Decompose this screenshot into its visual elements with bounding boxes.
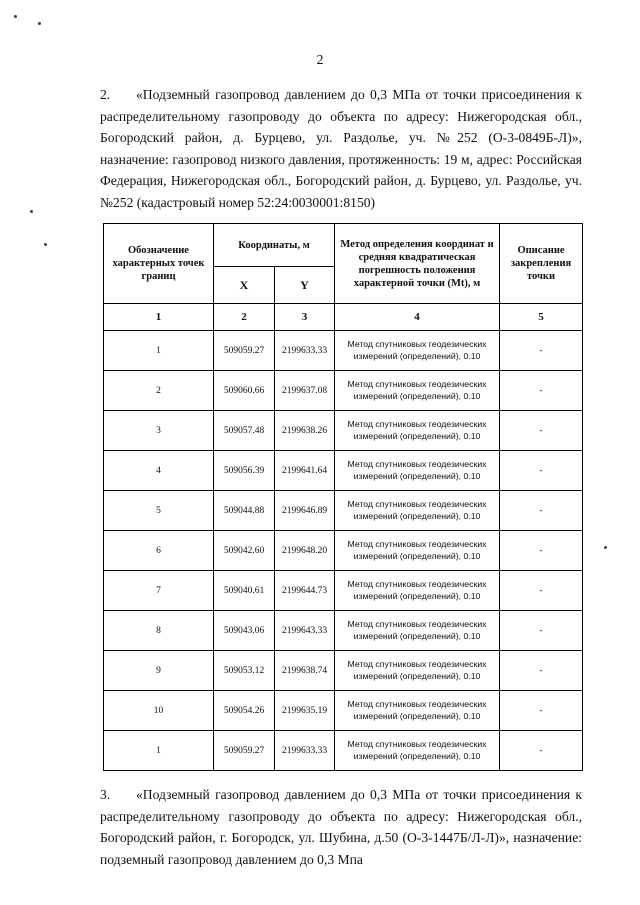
column-number-row [104,304,583,331]
header-point: Обозначение характерных точек границ [104,224,214,304]
table-row [104,571,583,611]
table-row [104,691,583,731]
section-2-text: «Подземный газопровод давлением до 0,3 МПа от точки присоединения к распределительному газопроводу до объекта по адресу: Нижегородская обл., Богородский район, д. Бурцево, ул. Раздолье, уч. №252 (О-3-0849Б-Л)», назначение: газопровод низкого давления, протяженность: 19 м, адрес: Российская Федерация, Нижегородская обл., Богородский район, д. Бурцево, ул. Раздолье, уч. №252 (кадастровый номер 52:24:0030001:8150) [100,87,582,210]
header-coordinates: Координаты, м [214,224,335,267]
method-cell: Метод спутниковых геодезических измерений (определений), 0.10 [335,451,500,491]
column-number: 1 [104,304,214,331]
point-cell: 10 [104,691,214,731]
table-row [104,371,583,411]
column-number: 3 [275,304,335,331]
method-cell: Метод спутниковых геодезических измерений (определений), 0.10 [335,491,500,531]
header-x: X [214,267,275,304]
x-coordinate-cell: 509060.66 [214,371,275,411]
point-cell: 6 [104,531,214,571]
table-row [104,491,583,531]
column-number: 4 [335,304,500,331]
point-cell: 3 [104,411,214,451]
x-coordinate-cell: 509056.39 [214,451,275,491]
coordinates-table [103,223,583,771]
section-2-number: 2. [100,87,111,102]
y-coordinate-cell: 2199638.74 [275,651,335,691]
column-number: 2 [214,304,275,331]
page-number: 2 [316,53,324,68]
section-3-text: «Подземный газопровод давлением до 0,3 МПа от точки присоединения к распределительному газопроводу до объекта по адресу: Нижегородская обл., Богородский район, г. Богородск, ул. Шубина, д.50 (О-3-1447Б/Л-Л)», назначение: подземный газопровод давлением до 0,3 Мпа [100,787,582,867]
description-cell: - [500,331,583,371]
description-cell: - [500,691,583,731]
point-cell: 2 [104,371,214,411]
method-cell: Метод спутниковых геодезических измерений (определений), 0.10 [335,571,500,611]
x-coordinate-cell: 509040.61 [214,571,275,611]
description-cell: - [500,731,583,771]
description-cell: - [500,451,583,491]
scan-dot [30,210,33,213]
column-number: 5 [500,304,583,331]
y-coordinate-cell: 2199646.89 [275,491,335,531]
section-3-paragraph [100,784,582,870]
y-coordinate-cell: 2199641.64 [275,451,335,491]
method-cell: Метод спутниковых геодезических измерений (определений), 0.10 [335,371,500,411]
point-cell: 8 [104,611,214,651]
header-method: Метод определения координат и средняя квадратическая погрешность положения характерной точки (Mt), м [335,224,500,304]
method-cell: Метод спутниковых геодезических измерений (определений), 0.10 [335,731,500,771]
scan-dot [14,15,17,18]
scan-dot [44,243,47,246]
table-row [104,411,583,451]
scan-dot [604,546,607,549]
table-row [104,331,583,371]
description-cell: - [500,571,583,611]
description-cell: - [500,411,583,451]
table-row [104,651,583,691]
description-cell: - [500,491,583,531]
y-coordinate-cell: 2199633.33 [275,331,335,371]
x-coordinate-cell: 509043.06 [214,611,275,651]
description-cell: - [500,611,583,651]
point-cell: 1 [104,731,214,771]
x-coordinate-cell: 509053.12 [214,651,275,691]
method-cell: Метод спутниковых геодезических измерений (определений), 0.10 [335,651,500,691]
x-coordinate-cell: 509044.88 [214,491,275,531]
table-row [104,451,583,491]
scan-dot [38,22,41,25]
y-coordinate-cell: 2199648.20 [275,531,335,571]
x-coordinate-cell: 509054.26 [214,691,275,731]
y-coordinate-cell: 2199637.08 [275,371,335,411]
description-cell: - [500,651,583,691]
header-y: Y [275,267,335,304]
y-coordinate-cell: 2199643.33 [275,611,335,651]
section-3-number: 3. [100,787,111,802]
table-row [104,731,583,771]
x-coordinate-cell: 509057.48 [214,411,275,451]
point-cell: 1 [104,331,214,371]
method-cell: Метод спутниковых геодезических измерений (определений), 0.10 [335,531,500,571]
description-cell: - [500,371,583,411]
method-cell: Метод спутниковых геодезических измерений (определений), 0.10 [335,411,500,451]
y-coordinate-cell: 2199638.26 [275,411,335,451]
description-cell: - [500,531,583,571]
section-2-paragraph [100,84,582,213]
method-cell: Метод спутниковых геодезических измерений (определений), 0.10 [335,691,500,731]
y-coordinate-cell: 2199644.73 [275,571,335,611]
y-coordinate-cell: 2199635.19 [275,691,335,731]
table-row [104,611,583,651]
x-coordinate-cell: 509059.27 [214,331,275,371]
y-coordinate-cell: 2199633.33 [275,731,335,771]
point-cell: 5 [104,491,214,531]
method-cell: Метод спутниковых геодезических измерений (определений), 0.10 [335,611,500,651]
table-row [104,531,583,571]
x-coordinate-cell: 509059.27 [214,731,275,771]
point-cell: 7 [104,571,214,611]
point-cell: 9 [104,651,214,691]
point-cell: 4 [104,451,214,491]
header-description: Описание закрепления точки [500,224,583,304]
x-coordinate-cell: 509042.60 [214,531,275,571]
method-cell: Метод спутниковых геодезических измерений (определений), 0.10 [335,331,500,371]
